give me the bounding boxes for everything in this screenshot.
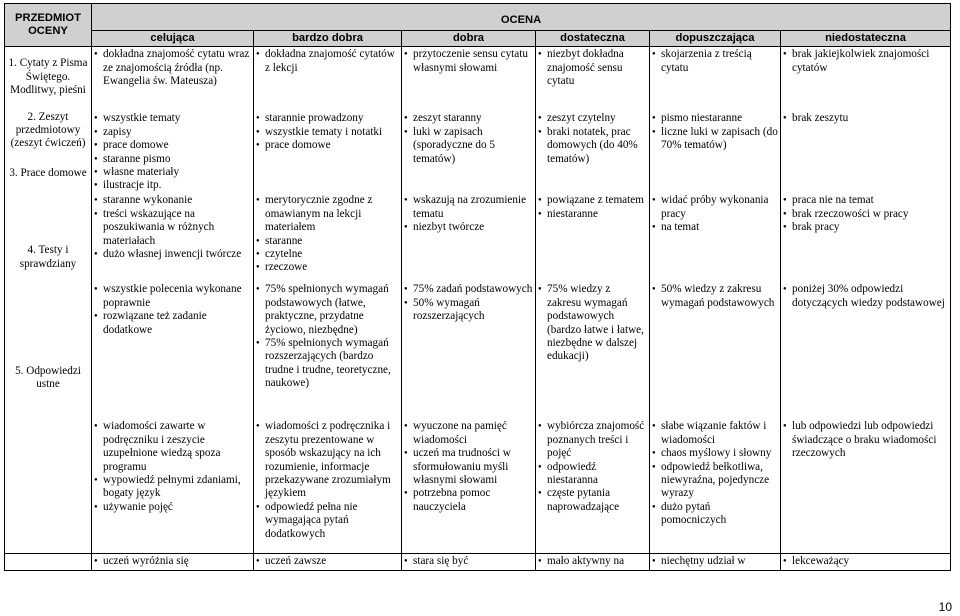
criteria-list	[256, 420, 399, 541]
criteria-list	[652, 194, 778, 234]
criteria-item: ● staranne wykonanie	[94, 194, 251, 207]
criteria-list	[94, 112, 251, 192]
body-row	[5, 47, 951, 554]
criteria-item: ● niestaranne	[538, 208, 647, 221]
footer-cell: ● uczeń zawsze	[254, 554, 402, 570]
criteria-item: ● brak rzeczowości w pracy	[783, 208, 948, 221]
criteria-item: ● ilustracje itp.	[94, 179, 251, 192]
criteria-list	[652, 420, 778, 527]
criteria-item: ● widać próby wykonania pracy	[652, 194, 778, 221]
footer-cell: ● uczeń wyróżnia się	[92, 554, 254, 570]
subject-header: PRZEDMIOT OCENY	[5, 4, 92, 47]
criteria-item: ● luki w zapisach (sporadyczne do 5 tematów)	[404, 126, 533, 166]
criteria-list	[256, 48, 399, 75]
criteria-item: ● słabe wiązanie faktów i wiadomości	[652, 420, 778, 447]
criteria-item: ● dużo pytań pomocniczych	[652, 501, 778, 528]
criteria-item: ● 75% spełnionych wymagań podstawowych (łatwe, praktyczne, przydatne życiowo, niezbędne)	[256, 283, 399, 337]
criteria-item: ● zeszyt czytelny	[538, 112, 647, 125]
criteria-item: ● skojarzenia z treścią cytatu	[652, 48, 778, 75]
criteria-item: ● treści wskazujące na poszukiwania w różnych materiałach	[94, 208, 251, 248]
grade-header-dopuszczajaca: dopuszczająca	[650, 31, 781, 47]
subject-label: 1. Cytaty z Pisma Świętego. Modlitwy, pieśni	[8, 57, 88, 97]
criteria-item: ● 75% wiedzy z zakresu wymagań podstawowych (bardzo łatwe i łatwe, niezbędne w dalszej edukacji)	[538, 283, 647, 363]
criteria-item: ● wypowiedź pełnymi zdaniami, bogaty język	[94, 474, 251, 501]
page-number: 10	[938, 600, 952, 614]
criteria-list	[256, 283, 399, 390]
subject-label: 5. Odpowiedzi ustne	[15, 365, 81, 391]
criteria-item: ● poniżej 30% odpowiedzi dotyczących wiedzy podstawowej	[783, 283, 948, 310]
criteria-list	[94, 420, 251, 514]
criteria-item: ● wiadomości zawarte w podręczniku i zeszycie uzupełnione wiedzą spoza programu	[94, 420, 251, 474]
criteria-item: ● wszystkie tematy i notatki	[256, 126, 399, 139]
criteria-list	[256, 194, 399, 274]
criteria-item: ● używanie pojęć	[94, 501, 251, 514]
criteria-item: ● praca nie na temat	[783, 194, 948, 207]
criteria-list	[538, 112, 647, 166]
criteria-item: ● 50% wiedzy z zakresu wymagań podstawowych	[652, 283, 778, 310]
grade-column-celujaca	[92, 47, 254, 554]
footer-cell: ● stara się być	[402, 554, 536, 570]
criteria-item: ● częste pytania naprowadzające	[538, 487, 647, 514]
criteria-item: ● prace domowe	[94, 139, 251, 152]
criteria-item: ● wiadomości z podręcznika i zeszytu prezentowane w sposób wskazujący na ich rozumienie, informacje przekazywane zrozumiałym językiem	[256, 420, 399, 500]
footer-empty-cell	[5, 554, 92, 570]
criteria-list	[404, 112, 533, 166]
criteria-item: ● wskazują na zrozumienie tematu	[404, 194, 533, 221]
subject-label: 2. Zeszyt przedmiotowy (zeszyt ćwiczeń)	[10, 110, 86, 150]
grade-column-bardzo-dobra	[254, 47, 402, 554]
criteria-item: ● lub odpowiedzi lub odpowiedzi świadczące o braku wiadomości rzeczowych	[783, 420, 948, 460]
criteria-item: ● wszystkie polecenia wykonane poprawnie	[94, 283, 251, 310]
criteria-list	[94, 48, 251, 88]
ocena-header: OCENA	[92, 4, 951, 31]
criteria-item: ● brak pracy	[783, 221, 948, 234]
subject-label: 4. Testy i sprawdziany	[19, 244, 77, 270]
criteria-item: ● powiązane z tematem	[538, 194, 647, 207]
criteria-item: ● dokładna znajomość cytatu wraz ze znajomością źródła (np. Ewangelia św. Mateusza)	[94, 48, 251, 88]
grade-header-bardzo-dobra: bardzo dobra	[254, 31, 402, 47]
criteria-item: ● na temat	[652, 221, 778, 234]
criteria-item: ● prace domowe	[256, 139, 399, 152]
footer-cell: ● mało aktywny na	[536, 554, 650, 570]
grade-header-celujaca: celująca	[92, 31, 254, 47]
grade-header-dobra: dobra	[402, 31, 536, 47]
footer-cell: ● lekceważący	[781, 554, 951, 570]
criteria-item: ● dużo własnej inwencji twórcze	[94, 248, 251, 261]
criteria-list	[404, 420, 533, 514]
criteria-item: ● rozwiązane też zadanie dodatkowe	[94, 310, 251, 337]
criteria-item: ● potrzebna pomoc nauczyciela	[404, 487, 533, 514]
grade-column-niedostateczna	[781, 47, 951, 554]
grade-column-dopuszczajaca	[650, 47, 781, 554]
subjects-column	[5, 47, 92, 554]
criteria-list	[652, 112, 778, 152]
criteria-item: ● wybiórcza znajomość poznanych treści i pojęć	[538, 420, 647, 460]
criteria-list	[783, 112, 948, 125]
criteria-item: ● niezbyt twórcze	[404, 221, 533, 234]
criteria-item: ● pismo niestaranne	[652, 112, 778, 125]
criteria-list	[94, 194, 251, 261]
criteria-item: ● odpowiedź pełna nie wymagająca pytań dodatkowych	[256, 501, 399, 541]
grade-column-dobra	[402, 47, 536, 554]
criteria-list	[538, 194, 647, 221]
criteria-list	[538, 48, 647, 88]
criteria-list	[256, 112, 399, 152]
criteria-list	[652, 48, 778, 75]
criteria-list	[783, 420, 948, 460]
criteria-item: ● uczeń ma trudności w sformułowaniu myśli własnymi słowami	[404, 447, 533, 487]
criteria-list	[783, 283, 948, 310]
grade-header-dostateczna: dostateczna	[536, 31, 650, 47]
criteria-item: ● wyuczone na pamięć wiadomości	[404, 420, 533, 447]
grade-header-niedostateczna: niedostateczna	[781, 31, 951, 47]
criteria-list	[783, 194, 948, 234]
criteria-list	[652, 283, 778, 310]
criteria-item: ● brak zeszytu	[783, 112, 948, 125]
criteria-list	[404, 194, 533, 234]
criteria-list	[538, 420, 647, 514]
criteria-item: ● czytelne	[256, 248, 399, 261]
subject-label: 3. Prace domowe	[9, 166, 87, 179]
criteria-item: ● 75% zadań podstawowych	[404, 283, 533, 296]
criteria-item: ● brak jakiejkolwiek znajomości cytatów	[783, 48, 948, 75]
criteria-item: ● odpowiedź bełkotliwa, niewyraźna, pojedyncze wyrazy	[652, 461, 778, 501]
criteria-item: ● przytoczenie sensu cytatu własnymi słowami	[404, 48, 533, 75]
criteria-item: ● zeszyt staranny	[404, 112, 533, 125]
criteria-item: ● staranne pismo	[94, 153, 251, 166]
grade-column-dostateczna	[536, 47, 650, 554]
criteria-list	[783, 48, 948, 75]
criteria-item: ● wszystkie tematy	[94, 112, 251, 125]
footer-cell: ● niechętny udział w	[650, 554, 781, 570]
criteria-item: ● liczne luki w zapisach (do 70% tematów)	[652, 126, 778, 153]
footer-row	[5, 554, 951, 570]
grading-table	[4, 3, 951, 571]
criteria-item: ● rzeczowe	[256, 261, 399, 274]
criteria-item: ● zapisy	[94, 126, 251, 139]
criteria-item: ● merytorycznie zgodne z omawianym na lekcji materiałem	[256, 194, 399, 234]
criteria-item: ● niezbyt dokładna znajomość sensu cytatu	[538, 48, 647, 88]
criteria-item: ● staranne	[256, 235, 399, 248]
criteria-item: ● 75% spełnionych wymagań rozszerzających (bardzo trudne i trudne, teoretyczne, naukowe)	[256, 337, 399, 391]
criteria-list	[538, 283, 647, 363]
criteria-item: ● chaos myślowy i słowny	[652, 447, 778, 460]
criteria-item: ● odpowiedź niestaranna	[538, 461, 647, 488]
criteria-item: ● starannie prowadzony	[256, 112, 399, 125]
criteria-item: ● własne materiały	[94, 166, 251, 179]
criteria-item: ● 50% wymagań rozszerzających	[404, 297, 533, 324]
criteria-item: ● dokładna znajomość cytatów z lekcji	[256, 48, 399, 75]
criteria-list	[404, 283, 533, 323]
criteria-list	[404, 48, 533, 75]
criteria-list	[94, 283, 251, 337]
criteria-item: ● braki notatek, prac domowych (do 40% tematów)	[538, 126, 647, 166]
